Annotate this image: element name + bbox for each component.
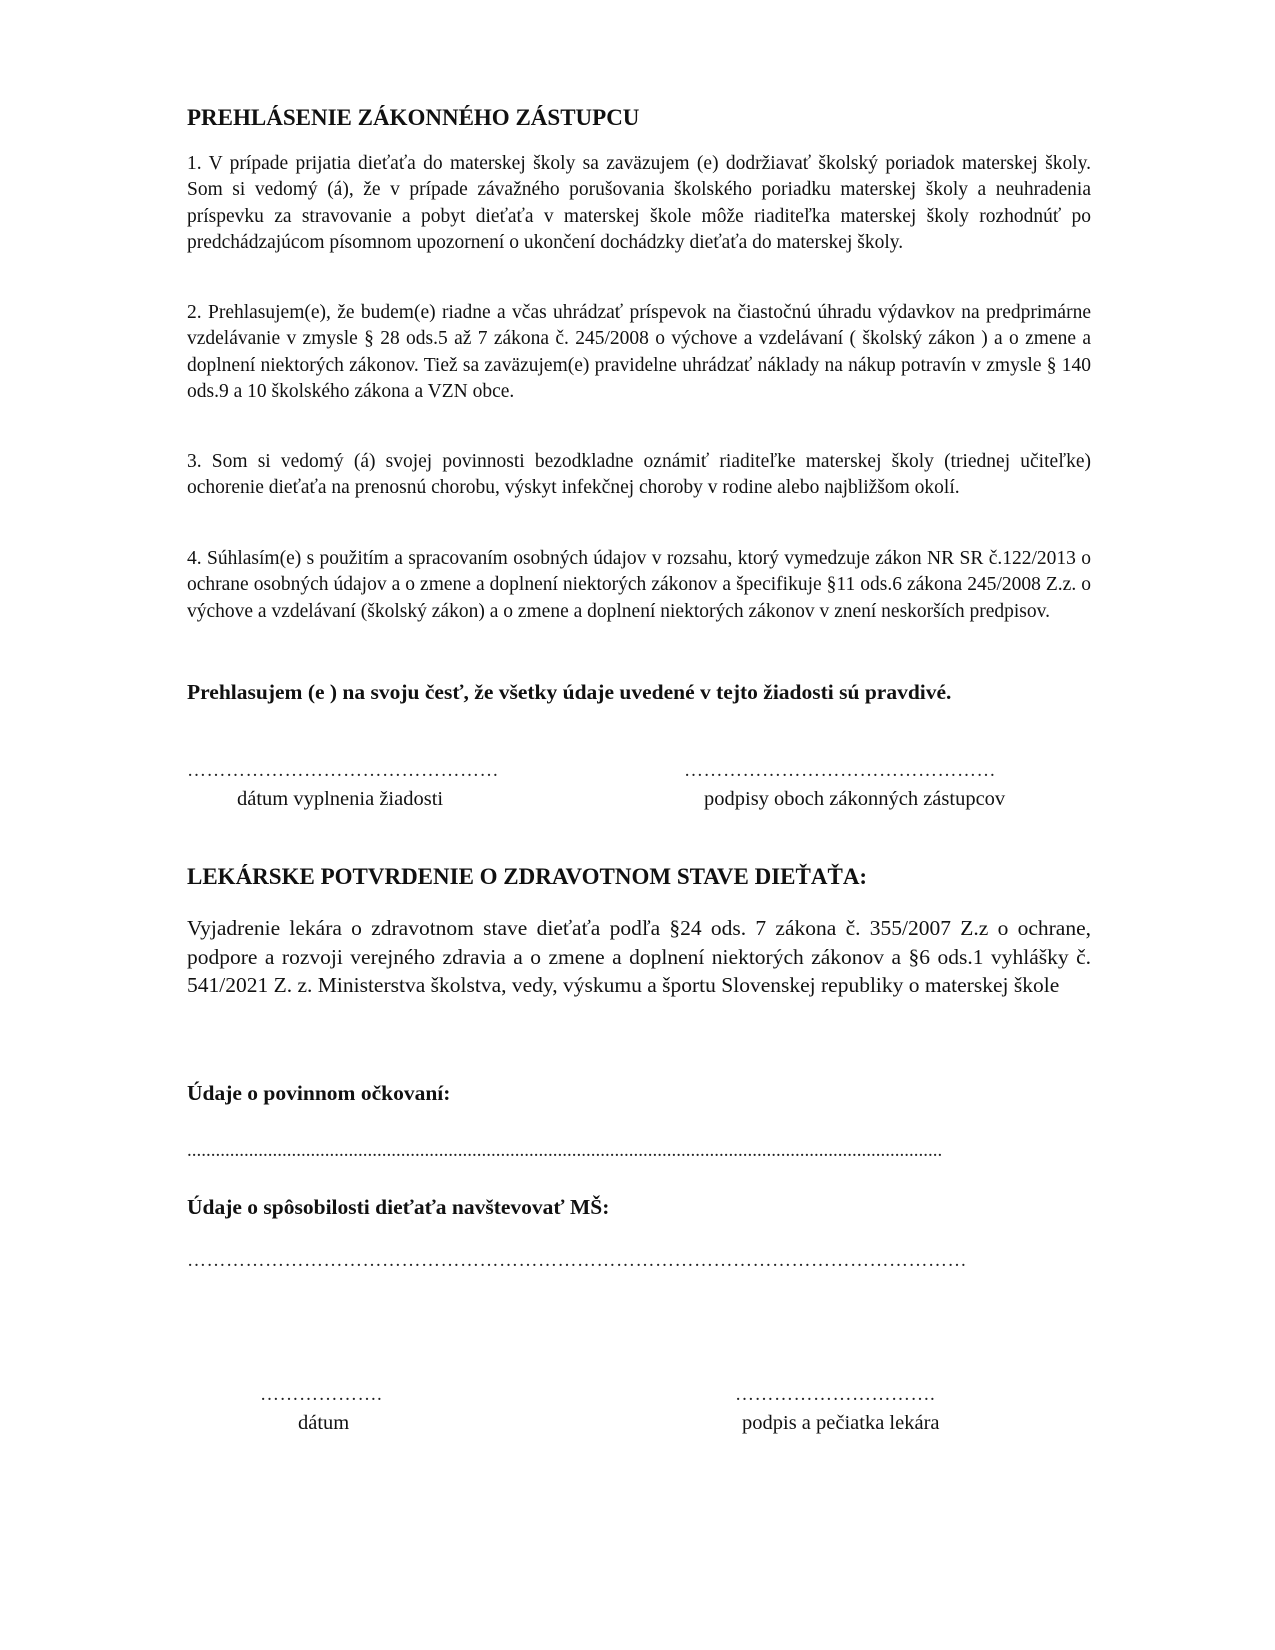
honor-statement: Prehlasujem (e ) na svoju česť, že všetky údaje uvedené v tejto žiadosti sú pravdivé.	[187, 680, 952, 704]
medical-title: LEKÁRSKE POTVRDENIE O ZDRAVOTNOM STAVE DIEŤAŤA:	[187, 864, 868, 889]
declaration-paragraph-4: 4. Súhlasím(e) s použitím a spracovaním osobných údajov v rozsahu, ktorý vymedzuje zákon NR SR č.122/2013 o ochrane osobných údajov a o zmene a doplnení niektorých zákonov a špecifikuje §11 ods.6 zákona 245/2008 Z.z. o výchove a vzdelávaní (školský zákon) a o zmene a doplnení niektorých zákonov v znení neskorších predpisov.	[187, 548, 1091, 622]
doctor-signature-fill-line: ………………………….	[735, 1384, 936, 1405]
doctor-date-caption: dátum	[298, 1412, 350, 1434]
date-caption: dátum vyplnenia žiadosti	[237, 788, 444, 810]
declaration-paragraph-1: 1. V prípade prijatia dieťaťa do materskej školy sa zaväzujem (e) dodržiavať školský poriadok materskej školy. Som si vedomý (á), že v prípade závažného porušovania školského poriadku materskej školy a neuhradenia príspevku za stravovanie a pobyt dieťaťa v materskej škole môže riaditeľka materskej školy rozhodnúť po predchádzajúcom písomnom upozornení o ukončení dochádzky dieťaťa do materskej školy.	[187, 153, 1091, 253]
medical-intro: Vyjadrenie lekára o zdravotnom stave dieťaťa podľa §24 ods. 7 zákona č. 355/2007 Z.z o ochrane, podpore a rozvoji verejného zdravia a o zmene a doplnení niektorých zákonov a §6 ods.1 vyhlášky č. 541/2021 Z. z. Ministerstva školstva, vedy, výskumu a športu Slovenskej republiky o materskej škole	[187, 916, 1091, 997]
doctor-signature-caption: podpis a pečiatka lekára	[742, 1412, 940, 1434]
doctor-date-fill-line: ……………….	[260, 1384, 383, 1405]
parents-signature-caption: podpisy oboch zákonných zástupcov	[704, 788, 1006, 810]
vaccination-label: Údaje o povinnom očkovaní:	[187, 1081, 451, 1105]
date-fill-line: …………………………………………	[187, 760, 499, 781]
parents-signature-fill-line: …………………………………………	[684, 760, 996, 781]
declaration-paragraph-2: 2. Prehlasujem(e), že budem(e) riadne a včas uhrádzať príspevok na čiastočnú úhradu výdavkov na predprimárne vzdelávanie v zmysle § 28 ods.5 až 7 zákona č. 245/2008 o výchove a vzdelávaní ( školský zákon ) a o zmene a doplnení niektorých zákonov. Tiež sa zaväzujem(e) pravidelne uhrádzať náklady na nákup potravín v zmysle § 140 ods.9 a 10 školského zákona a VZN obce.	[187, 302, 1091, 402]
declaration-paragraph-3: 3. Som si vedomý (á) svojej povinnosti bezodkladne oznámiť riaditeľke materskej školy (triednej učiteľke) ochorenie dieťaťa na prenosnú chorobu, výskyt infekčnej choroby v rodine alebo najbližšom okolí.	[187, 451, 1091, 499]
fitness-label: Údaje o spôsobilosti dieťaťa navštevovať MŠ:	[187, 1195, 610, 1219]
declaration-title: PREHLÁSENIE ZÁKONNÉHO ZÁSTUPCU	[187, 105, 640, 130]
vaccination-fill-line: ...............................................................................................................................................................	[187, 1140, 943, 1161]
fitness-fill-line: …………………………………………………………………………………………………………	[187, 1250, 967, 1271]
